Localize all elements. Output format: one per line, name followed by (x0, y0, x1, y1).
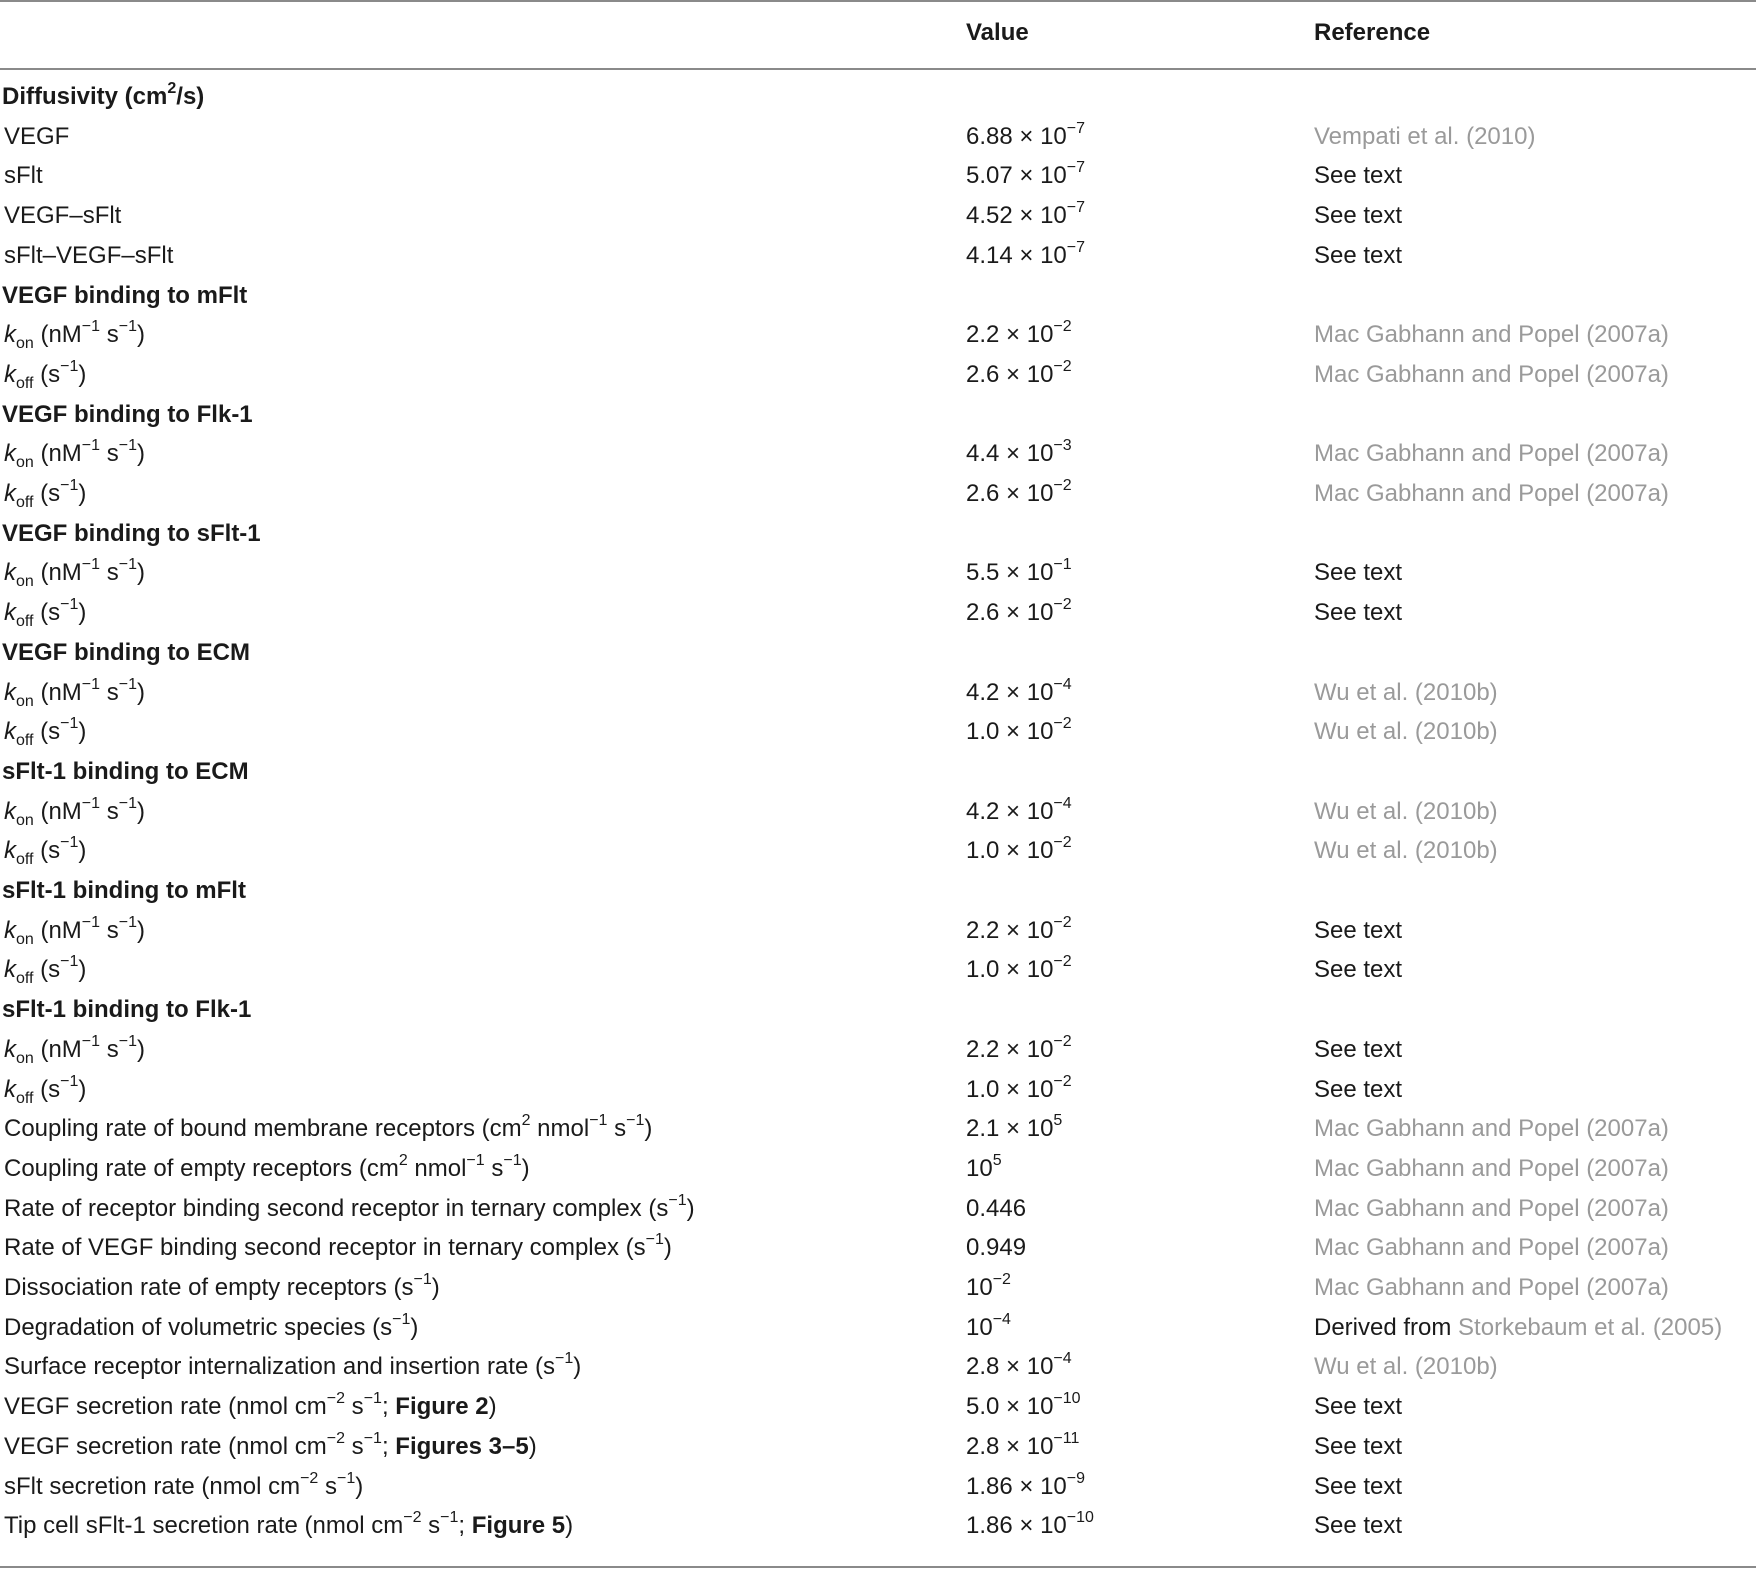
section-heading: sFlt-1 binding to ECM (2, 757, 249, 785)
table-row (0, 598, 1756, 638)
section-heading: VEGF binding to Flk-1 (2, 400, 253, 428)
parameter-label: $k_{off}$ $(s^{-1})$ (4, 715, 87, 750)
table-row (0, 913, 1756, 956)
parameter-reference: Mac Gabhann and Popel (2007a) (1314, 440, 1669, 468)
parameter-reference: See text (1314, 599, 1403, 627)
table-row (0, 1511, 1756, 1551)
parameter-value: 0.949 (966, 1234, 1027, 1262)
parameter-label: Tip cell sFlt-1 secretion rate (nmol $cm^{-2}$ $s^{-1}$; Figure 5) (4, 1509, 574, 1540)
parameter-label: Dissociation rate of empty receptors $(s^{-1})$ (4, 1271, 440, 1301)
parameter-label: VEGF–sFlt (4, 202, 122, 230)
parameter-label: $k_{off}$ $(s^{-1})$ (4, 357, 87, 392)
parameter-reference: See text (1314, 1432, 1403, 1460)
parameter-reference: Mac Gabhann and Popel (2007a) (1314, 1154, 1669, 1182)
parameter-reference: Mac Gabhann and Popel (2007a) (1314, 1234, 1669, 1262)
header-rule (0, 68, 1756, 70)
table-row (0, 1072, 1756, 1115)
parameter-label: Surface receptor internalization and insertion rate $(s^{-1})$ (4, 1350, 582, 1381)
table-row (0, 1151, 1756, 1194)
section-heading: VEGF binding to sFlt-1 (2, 519, 261, 547)
parameter-reference: See text (1314, 916, 1403, 944)
parameter-value: $4.4 \times 10^{-3}$ (966, 437, 1072, 468)
parameter-reference: See text (1314, 241, 1403, 269)
parameter-label: Rate of receptor binding second receptor in ternary complex $(s^{-1})$ (4, 1191, 695, 1222)
parameter-reference: Mac Gabhann and Popel (2007a) (1314, 1115, 1669, 1143)
parameter-value: $2.2 \times 10^{-2}$ (966, 318, 1072, 349)
table-row (0, 357, 1756, 400)
table-row (0, 955, 1756, 995)
parameter-reference: Mac Gabhann and Popel (2007a) (1314, 1274, 1669, 1301)
parameter-label: VEGF secretion rate (nmol $cm^{-2}$ $s^{-1}$; Figure 2) (4, 1390, 497, 1421)
parameter-value: $4.2 \times 10^{-4}$ (966, 794, 1072, 825)
parameter-label: sFlt–VEGF–sFlt (4, 241, 174, 269)
top-rule (0, 0, 1756, 2)
parameter-value: $2.6 \times 10^{-2}$ (966, 596, 1072, 627)
parameter-reference: Wu et al. (2010b) (1314, 678, 1498, 706)
section-heading-row (0, 876, 1756, 916)
section-heading: Diffusivity $(cm^2/s)$ (2, 80, 205, 110)
parameter-value: $10^5$ (966, 1151, 1002, 1182)
parameter-value: $5.07 \times 10^{-7}$ (966, 159, 1086, 190)
parameter-label: sFlt secretion rate (nmol $cm^{-2}$ $s^{-1}$) (4, 1469, 364, 1500)
table-row (0, 1273, 1756, 1313)
bottom-rule (0, 1566, 1756, 1568)
parameter-value: $1.0 \times 10^{-2}$ (966, 715, 1072, 746)
parameter-reference: Wu et al. (2010b) (1314, 718, 1498, 746)
parameter-value: $6.88 \times 10^{-7}$ (966, 119, 1086, 150)
parameter-reference: See text (1314, 202, 1403, 230)
table-row (0, 161, 1756, 201)
parameter-label: $k_{on}$ ($nM^{-1}$ $s^{-1}$) (4, 675, 145, 710)
parameter-label: $k_{on}$ ($nM^{-1}$ $s^{-1}$) (4, 556, 145, 591)
table-row (0, 320, 1756, 360)
section-heading-row (0, 82, 1756, 122)
parameter-value: $2.8 \times 10^{-11}$ (966, 1429, 1080, 1460)
table-row (0, 1114, 1756, 1154)
parameter-reference: See text (1314, 956, 1403, 984)
table-row (0, 1469, 1756, 1512)
parameter-value: $10^{-2}$ (966, 1271, 1011, 1301)
table-row (0, 201, 1756, 241)
parameter-label: $k_{on}$ ($nM^{-1}$ $s^{-1}$) (4, 794, 145, 829)
table-row (0, 439, 1756, 479)
parameter-reference: See text (1314, 1512, 1403, 1540)
parameter-reference: Vempati et al. (2010) (1314, 122, 1536, 150)
table-row (0, 794, 1756, 837)
parameter-reference: Mac Gabhann and Popel (2007a) (1314, 1194, 1669, 1222)
parameter-value: $5.5 \times 10^{-1}$ (966, 556, 1072, 587)
parameter-value: $2.6 \times 10^{-2}$ (966, 477, 1072, 507)
parameter-value: $2.2 \times 10^{-2}$ (966, 1032, 1072, 1063)
parameter-value: $4.2 \times 10^{-4}$ (966, 675, 1072, 706)
section-heading-row (0, 638, 1756, 678)
parameter-label: $k_{off}$ $(s^{-1})$ (4, 596, 87, 631)
section-heading: sFlt-1 binding to Flk-1 (2, 996, 252, 1024)
table-row (0, 836, 1756, 876)
table-row (0, 558, 1756, 598)
parameter-reference: See text (1314, 1393, 1403, 1421)
parameter-label: $k_{off}$ $(s^{-1})$ (4, 477, 87, 511)
parameter-label: VEGF (4, 122, 70, 150)
table-row (0, 1352, 1756, 1392)
table-row (0, 1310, 1756, 1353)
parameter-value: 0.446 (966, 1194, 1027, 1222)
parameter-reference: See text (1314, 559, 1403, 587)
parameter-label: $k_{off}$ $(s^{-1})$ (4, 834, 87, 869)
parameter-label: Coupling rate of empty receptors ($cm^2$ nmol$^{-1}$ $s^{-1}$) (4, 1151, 530, 1182)
parameter-value: $4.14 \times 10^{-7}$ (966, 238, 1086, 269)
section-heading: sFlt-1 binding to mFlt (2, 877, 246, 904)
parameter-value: $1.0 \times 10^{-2}$ (966, 834, 1072, 865)
parameter-value: $4.52 \times 10^{-7}$ (966, 199, 1086, 230)
table-row (0, 1191, 1756, 1234)
parameter-value: $1.0 \times 10^{-2}$ (966, 1072, 1072, 1103)
table-row (0, 1392, 1756, 1432)
header-reference: Reference (1314, 19, 1431, 46)
section-heading: VEGF binding to mFlt (2, 281, 248, 309)
parameter-label: VEGF secretion rate (nmol $cm^{-2}$ $s^{-1}$; Figures 3–5) (4, 1429, 537, 1460)
parameter-label: $k_{on}$ ($nM^{-1}$ $s^{-1}$) (4, 913, 145, 948)
table-row (0, 238, 1756, 281)
parameter-reference: Wu et al. (2010b) (1314, 837, 1498, 865)
parameter-label: $k_{on}$ ($nM^{-1}$ $s^{-1}$) (4, 437, 145, 472)
table-row (0, 119, 1756, 162)
table-row (0, 1429, 1756, 1472)
parameter-value: $1.86 \times 10^{-10}$ (966, 1509, 1094, 1540)
section-heading-row (0, 281, 1756, 321)
parameter-label: sFlt (4, 162, 43, 190)
parameter-value: $5.0 \times 10^{-10}$ (966, 1390, 1081, 1421)
parameter-label: Coupling rate of bound membrane receptors ($cm^2$ nmol$^{-1}$ $s^{-1}$) (4, 1112, 653, 1143)
parameter-reference: Mac Gabhann and Popel (2007a) (1314, 321, 1669, 349)
parameter-label: $k_{off}$ $(s^{-1})$ (4, 953, 87, 988)
parameter-value: $2.2 \times 10^{-2}$ (966, 913, 1072, 944)
parameter-label: Rate of VEGF binding second receptor in ternary complex $(s^{-1})$ (4, 1231, 672, 1262)
parameter-label: $k_{off}$ $(s^{-1})$ (4, 1072, 87, 1107)
parameter-reference: Wu et al. (2010b) (1314, 1353, 1498, 1381)
section-heading-row (0, 995, 1756, 1035)
table-row (0, 675, 1756, 718)
section-heading-row (0, 400, 1756, 440)
parameter-label: $k_{on}$ ($nM^{-1}$ $s^{-1}$) (4, 1032, 145, 1067)
parameter-value: $1.0 \times 10^{-2}$ (966, 953, 1072, 984)
table-row (0, 479, 1756, 519)
section-heading-row (0, 519, 1756, 559)
parameter-reference: Mac Gabhann and Popel (2007a) (1314, 360, 1669, 388)
parameter-reference: See text (1314, 1472, 1403, 1500)
parameter-label: Degradation of volumetric species $(s^{-1})$ (4, 1310, 419, 1341)
section-heading-row (0, 757, 1756, 797)
parameter-reference: Mac Gabhann and Popel (2007a) (1314, 480, 1669, 507)
section-heading: VEGF binding to ECM (2, 638, 250, 666)
table-row (0, 1233, 1756, 1273)
parameter-reference: See text (1314, 1035, 1403, 1063)
parameter-value: $2.6 \times 10^{-2}$ (966, 357, 1072, 388)
table-row (0, 717, 1756, 757)
parameter-reference: Wu et al. (2010b) (1314, 797, 1498, 825)
parameter-value: $2.8 \times 10^{-4}$ (966, 1350, 1072, 1381)
parameter-value: $1.86 \times 10^{-9}$ (966, 1469, 1086, 1500)
parameter-value: $10^{-4}$ (966, 1310, 1011, 1341)
header-value: Value (966, 19, 1029, 46)
parameter-reference: See text (1314, 162, 1403, 190)
parameter-reference: Derived from Storkebaum et al. (2005) (1314, 1313, 1723, 1341)
table-row (0, 1032, 1756, 1075)
parameter-value: $2.1 \times 10^5$ (966, 1112, 1063, 1143)
parameter-reference: See text (1314, 1075, 1403, 1103)
parameter-label: $k_{on}$ ($nM^{-1}$ $s^{-1}$) (4, 318, 145, 353)
